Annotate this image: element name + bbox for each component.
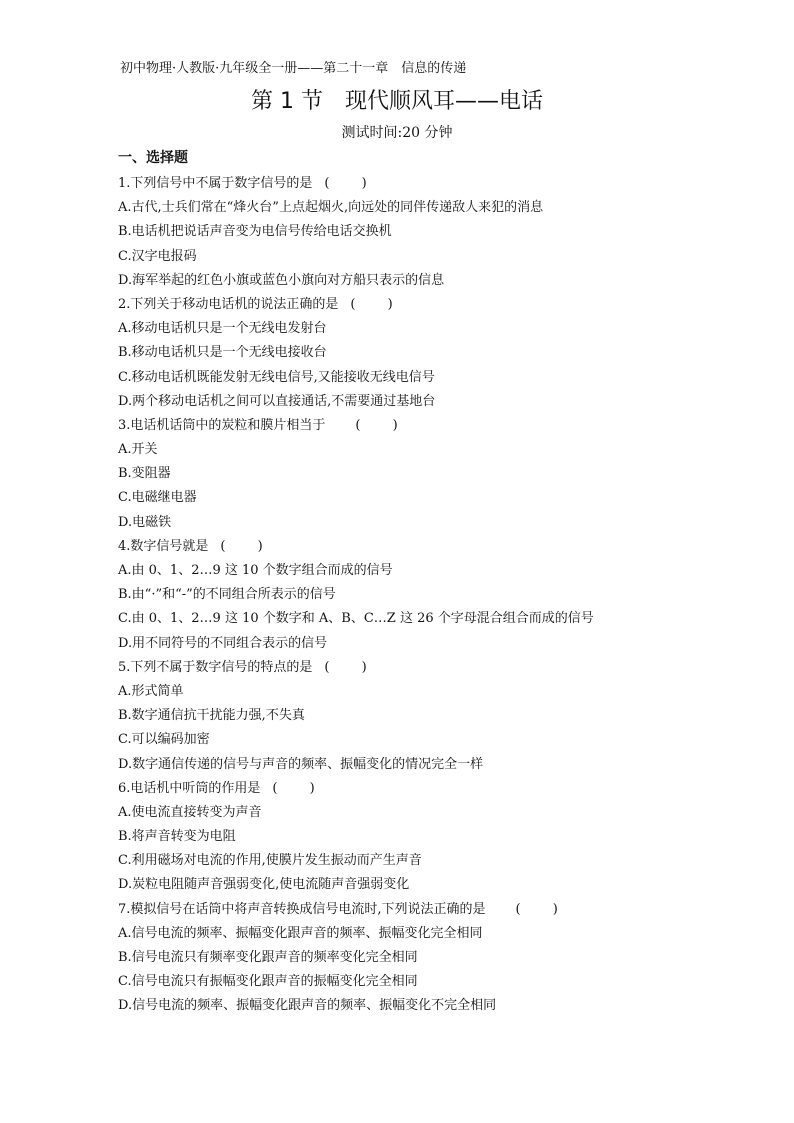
option-a: A.开关	[118, 442, 158, 458]
answer-blank: ( )	[355, 417, 412, 433]
option-b: B.电话机把说话声音变为电信号传给电话交换机	[118, 224, 392, 240]
option-b: B.将声音转变为电阻	[118, 829, 236, 845]
option-d: D.信号电流的频率、振幅变化跟声音的频率、振幅变化不完全相同	[118, 998, 497, 1014]
option-b: B.由“·”和“-”的不同组合所表示的信号	[118, 587, 336, 603]
option-a: A.古代,士兵们常在“烽火台”上点起烟火,向远处的同伴传递敌人来犯的消息	[118, 200, 544, 216]
stem-text: 6.电话机中听筒的作用是	[118, 780, 261, 796]
question-stem	[118, 898, 738, 922]
option-a: A.形式简单	[118, 683, 184, 699]
question-1	[118, 172, 738, 293]
option-d: D.炭粒电阻随声音强弱变化,使电流随声音强弱变化	[118, 877, 410, 893]
section-heading: 一、选择题	[118, 150, 188, 166]
option-d: D.电磁铁	[118, 514, 172, 530]
question-2	[118, 293, 738, 414]
question-6	[118, 777, 738, 898]
option-c: C.信号电流只有振幅变化跟声音的振幅变化完全相同	[118, 974, 418, 990]
option-c: C.利用磁场对电流的作用,使膜片发生振动而产生声音	[118, 853, 422, 869]
option-c: C.由 0、1、2…9 这 10 个数字和 A、B、C…Z 这 26 个字母混合组合而成的信号	[118, 611, 594, 627]
stem-text: 4.数字信号就是	[118, 538, 209, 554]
option-b: B.变阻器	[118, 466, 171, 482]
question-3	[118, 414, 738, 535]
question-stem	[118, 535, 738, 559]
option-a: A.由 0、1、2…9 这 10 个数字组合而成的信号	[118, 563, 393, 578]
answer-blank: ( )	[272, 780, 329, 796]
option-c: C.可以编码加密	[118, 732, 210, 748]
option-d: D.两个移动电话机之间可以直接通话,不需要通过基地台	[118, 393, 436, 409]
stem-text: 2.下列关于移动电话机的说法正确的是	[118, 296, 339, 312]
question-stem	[118, 777, 738, 801]
question-stem	[118, 293, 738, 317]
question-7	[118, 898, 738, 1019]
option-b: B.数字通信抗干扰能力强,不失真	[118, 708, 305, 724]
stem-text: 3.电话机话筒中的炭粒和膜片相当于	[118, 417, 326, 433]
option-c: C.电磁继电器	[118, 490, 197, 506]
answer-blank: ( )	[220, 538, 277, 554]
question-4	[118, 535, 738, 656]
option-d: D.数字通信传递的信号与声音的频率、振幅变化的情况完全一样	[118, 756, 484, 772]
option-b: B.移动电话机只是一个无线电接收台	[118, 345, 327, 361]
test-time: 测试时间:20 分钟	[341, 125, 453, 141]
answer-blank: ( )	[324, 659, 381, 675]
question-stem	[118, 172, 738, 196]
question-stem	[118, 414, 738, 438]
option-b: B.信号电流只有频率变化跟声音的频率变化完全相同	[118, 950, 418, 965]
option-c: C.移动电话机既能发射无线电信号,又能接收无线电信号	[118, 369, 435, 385]
option-a: A.使电流直接转变为声音	[118, 804, 262, 820]
answer-blank: ( )	[350, 296, 407, 312]
stem-text: 1.下列信号中不属于数字信号的是	[118, 176, 313, 191]
question-5	[118, 656, 738, 777]
breadcrumb: 初中物理·人教版·九年级全一册——第二十一章 信息的传递	[120, 61, 467, 76]
question-list	[118, 172, 738, 1019]
question-stem	[118, 656, 738, 680]
option-c: C.汉字电报码	[118, 248, 197, 264]
answer-blank: ( )	[515, 901, 572, 917]
option-a: A.信号电流的频率、振幅变化跟声音的频率、振幅变化完全相同	[118, 925, 483, 941]
page-title: 第 1 节 现代顺风耳——电话	[251, 89, 543, 114]
stem-text: 5.下列不属于数字信号的特点的是	[118, 659, 313, 675]
option-d: D.海军举起的红色小旗或蓝色小旗向对方船只表示的信息	[118, 272, 445, 288]
stem-text: 7.模拟信号在话筒中将声音转换成信号电流时,下列说法正确的是	[118, 901, 486, 917]
option-d: D.用不同符号的不同组合表示的信号	[118, 635, 328, 651]
answer-blank: ( )	[324, 176, 381, 191]
option-a: A.移动电话机只是一个无线电发射台	[118, 321, 327, 337]
